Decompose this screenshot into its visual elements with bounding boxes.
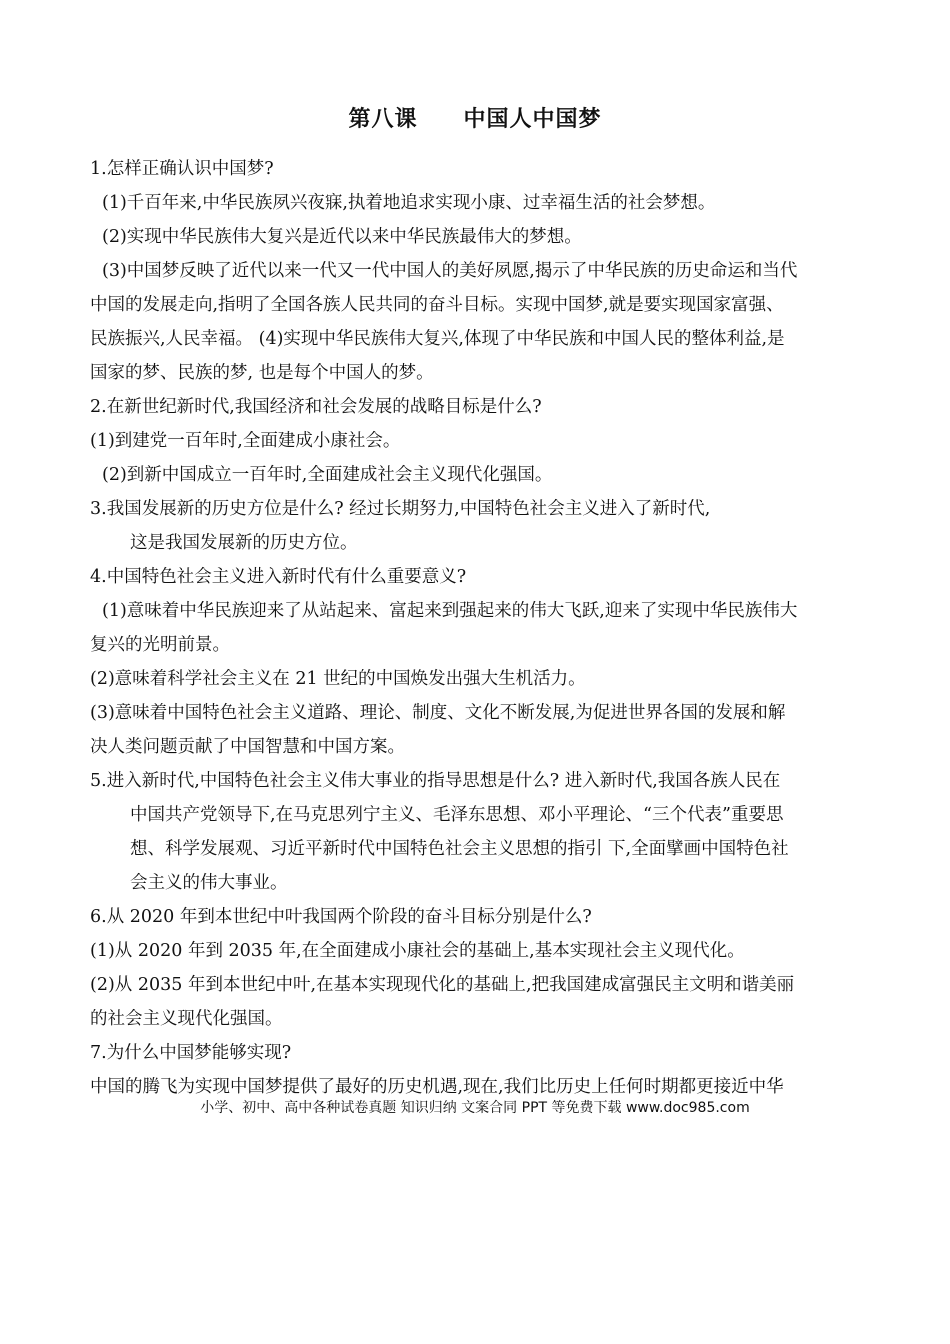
- text-line: 决人类问题贡献了中国智慧和中国方案。: [90, 737, 405, 757]
- text-line: 中国共产党领导下,在马克思列宁主义、毛泽东思想、邓小平理论、“三个代表”重要思: [130, 805, 784, 825]
- text-line: 3.我国发展新的历史方位是什么? 经过长期努力,中国特色社会主义进入了新时代,: [90, 499, 711, 519]
- text-line: (2)意味着科学社会主义在 21 世纪的中国焕发出强大生机活力。: [90, 669, 586, 689]
- text-line: 7.为什么中国梦能够实现?: [90, 1043, 292, 1063]
- text-line: 民族振兴,人民幸福。 (4)实现中华民族伟大复兴,体现了中华民族和中国人民的整体利益,是: [90, 329, 785, 349]
- text-line: 2.在新世纪新时代,我国经济和社会发展的战略目标是什么?: [90, 397, 542, 417]
- text-line: 中国的发展走向,指明了全国各族人民共同的奋斗目标。实现中国梦,就是要实现国家富强、: [90, 295, 784, 315]
- text-line: (2)实现中华民族伟大复兴是近代以来中华民族最伟大的梦想。: [102, 227, 582, 247]
- text-line: 的社会主义现代化强国。: [90, 1009, 283, 1029]
- text-line: (1)到建党一百年时,全面建成小康社会。: [90, 431, 401, 451]
- text-line: 复兴的光明前景。: [90, 635, 230, 655]
- document-body: [90, 152, 870, 1104]
- footer-text: 小学、初中、高中各种试卷真题 知识归纳 文案合同 PPT 等免费下载 www.doc985.com: [200, 1100, 750, 1116]
- text-line: (1)千百年来,中华民族夙兴夜寐,执着地追求实现小康、过幸福生活的社会梦想。: [102, 193, 716, 213]
- text-line: 中国的腾飞为实现中国梦提供了最好的历史机遇,现在,我们比历史上任何时期都更接近中华: [90, 1077, 784, 1097]
- text-line: 4.中国特色社会主义进入新时代有什么重要意义?: [90, 567, 467, 587]
- text-line: 6.从 2020 年到本世纪中叶我国两个阶段的奋斗目标分别是什么?: [90, 907, 592, 927]
- text-line: (1)从 2020 年到 2035 年,在全面建成小康社会的基础上,基本实现社会主义现代化。: [90, 941, 745, 961]
- text-line: (1)意味着中华民族迎来了从站起来、富起来到强起来的伟大飞跃,迎来了实现中华民族伟大: [102, 601, 798, 621]
- text-line: 1.怎样正确认识中国梦?: [90, 159, 274, 179]
- page-title: 第八课 中国人中国梦: [348, 107, 602, 132]
- text-line: 会主义的伟大事业。: [130, 873, 288, 893]
- text-line: 想、科学发展观、习近平新时代中国特色社会主义思想的指引 下,全面擘画中国特色社: [130, 839, 789, 859]
- text-line: (3)中国梦反映了近代以来一代又一代中国人的美好夙愿,揭示了中华民族的历史命运和当代: [102, 261, 798, 281]
- text-line: 国家的梦、民族的梦, 也是每个中国人的梦。: [90, 363, 434, 383]
- text-line: (3)意味着中国特色社会主义道路、理论、制度、文化不断发展,为促进世界各国的发展和解: [90, 703, 786, 723]
- text-line: 这是我国发展新的历史方位。: [130, 533, 358, 553]
- text-line: (2)从 2035 年到本世纪中叶,在基本实现现代化的基础上,把我国建成富强民主文明和谐美丽: [90, 975, 795, 995]
- text-line: (2)到新中国成立一百年时,全面建成社会主义现代化强国。: [102, 465, 553, 485]
- text-line: 5.进入新时代,中国特色社会主义伟大事业的指导思想是什么? 进入新时代,我国各族人民在: [90, 771, 781, 791]
